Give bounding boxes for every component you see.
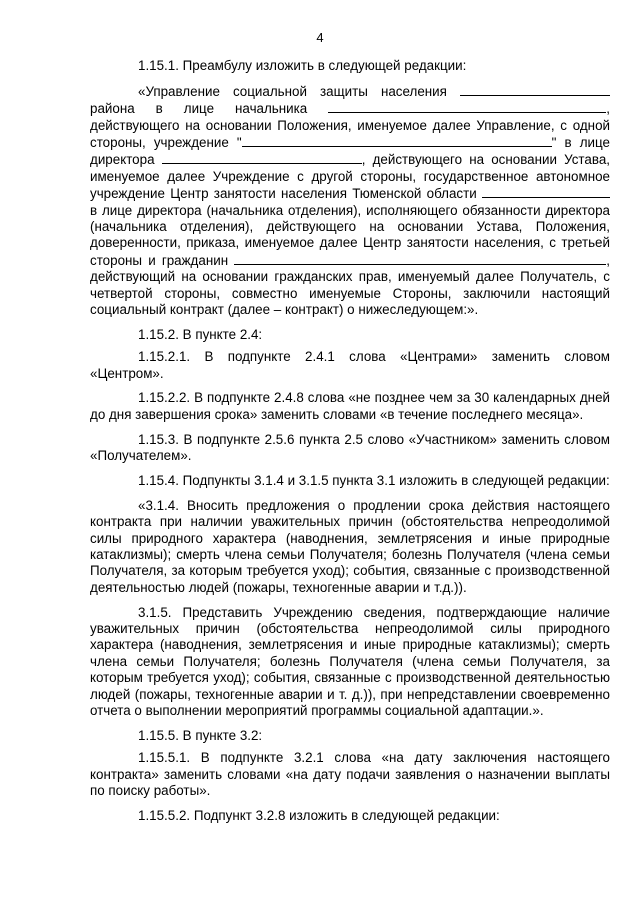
paragraph-1-15-5: 1.15.5. В пункте 3.2:: [138, 727, 263, 743]
paragraph-3-1-5: 3.1.5. Представить Учреждению сведения, подтверждающие наличие уважительных причин (обстоятельства непреодолимой силы природного характера (наводнения, землетрясения и иные природные катаклизмы); смерть члена семьи Получателя; болезнь Получателя (члена семьи Получателя, за которым требуется уход); события, связанные с производственной деятельностью людей (пожары, техногенные аварии и т. д.)), при непредставлении своевременно отчета о выполнении мероприятий программы социальной адаптации.».: [90, 604, 610, 718]
blank-field: [162, 151, 362, 164]
paragraph-1-15-5-2: 1.15.5.2. Подпункт 3.2.8 изложить в следующей редакции:: [138, 807, 500, 823]
preamble-text-e: , действующего на основании Устава, именуемое далее Учреждение с другой стороны, государственное автономное учреждение Центр занятости населения Тюменской области: [90, 152, 610, 202]
blank-field: [242, 134, 552, 147]
paragraph-3-1-4: «3.1.4. Вносить предложения о продлении срока действия настоящего контракта при наличии уважительных причин (обстоятельства непреодолимой силы природного характера (наводнения, землетрясения и иные природные катаклизмы); смерть члена семьи Получателя; болезнь Получателя (члена семьи Получателя, за которым требуется уход); события, связанные с производственной деятельностью людей (пожары, техногенные аварии и т.д.)).: [90, 497, 610, 595]
blank-field: [328, 100, 606, 113]
paragraph-1-15-2: 1.15.2. В пункте 2.4:: [138, 326, 263, 342]
preamble-text-f: в лице директора (начальника отделения), исполняющего обязанности директора (начальника отделения), действующего на основании Устава, Положения, доверенности, приказа, именуемое далее Центр занятости населения, с третьей стороны и гражданин: [90, 202, 610, 268]
preamble-text-b: района в лице начальника: [90, 101, 308, 117]
preamble-text-g: , действующий на основании гражданских прав, именуемый далее Получатель, с четвертой стороны, совместно именуемые Стороны, заключили настоящий социальный контракт (далее – контракт) о нижеследующем:».: [90, 252, 610, 318]
preamble-text-d: " в лице директора: [90, 135, 610, 168]
paragraph-preamble: [90, 83, 610, 319]
paragraph-1-15-4: 1.15.4. Подпункты 3.1.4 и 3.1.5 пункта 3.1 изложить в следующей редакции:: [138, 472, 610, 488]
paragraph-1-15-2-2: 1.15.2.2. В подпункте 2.4.8 слова «не позднее чем за 30 календарных дней до дня завершения срока» заменить словами «в течение последнего месяца».: [90, 390, 610, 422]
paragraph-1-15-3: 1.15.3. В подпункте 2.5.6 пункта 2.5 слово «Участником» заменить словом «Получателем».: [90, 431, 610, 464]
blank-field: [482, 185, 610, 198]
blank-field: [460, 83, 610, 96]
paragraph-1-15-1: 1.15.1. Преамбулу изложить в следующей редакции:: [138, 58, 467, 73]
page-number: 4: [316, 30, 324, 45]
paragraph-1-15-2-1: 1.15.2.1. В подпункте 2.4.1 слова «Центрами» заменить словом «Центром».: [90, 349, 610, 381]
preamble-text-a: «Управление социальной защиты населения: [138, 83, 447, 99]
paragraph-1-15-5-1: 1.15.5.1. В подпункте 3.2.1 слова «на дату заключения настоящего контракта» заменить словами «на дату подачи заявления о назначении выплаты по поиску работы».: [90, 750, 610, 798]
blank-field: [234, 252, 606, 265]
preamble-text-c: , действующего на основании Положения, именуемое далее Управление, с одной стороны, учреждение ": [90, 101, 610, 151]
document-body: [90, 58, 610, 833]
